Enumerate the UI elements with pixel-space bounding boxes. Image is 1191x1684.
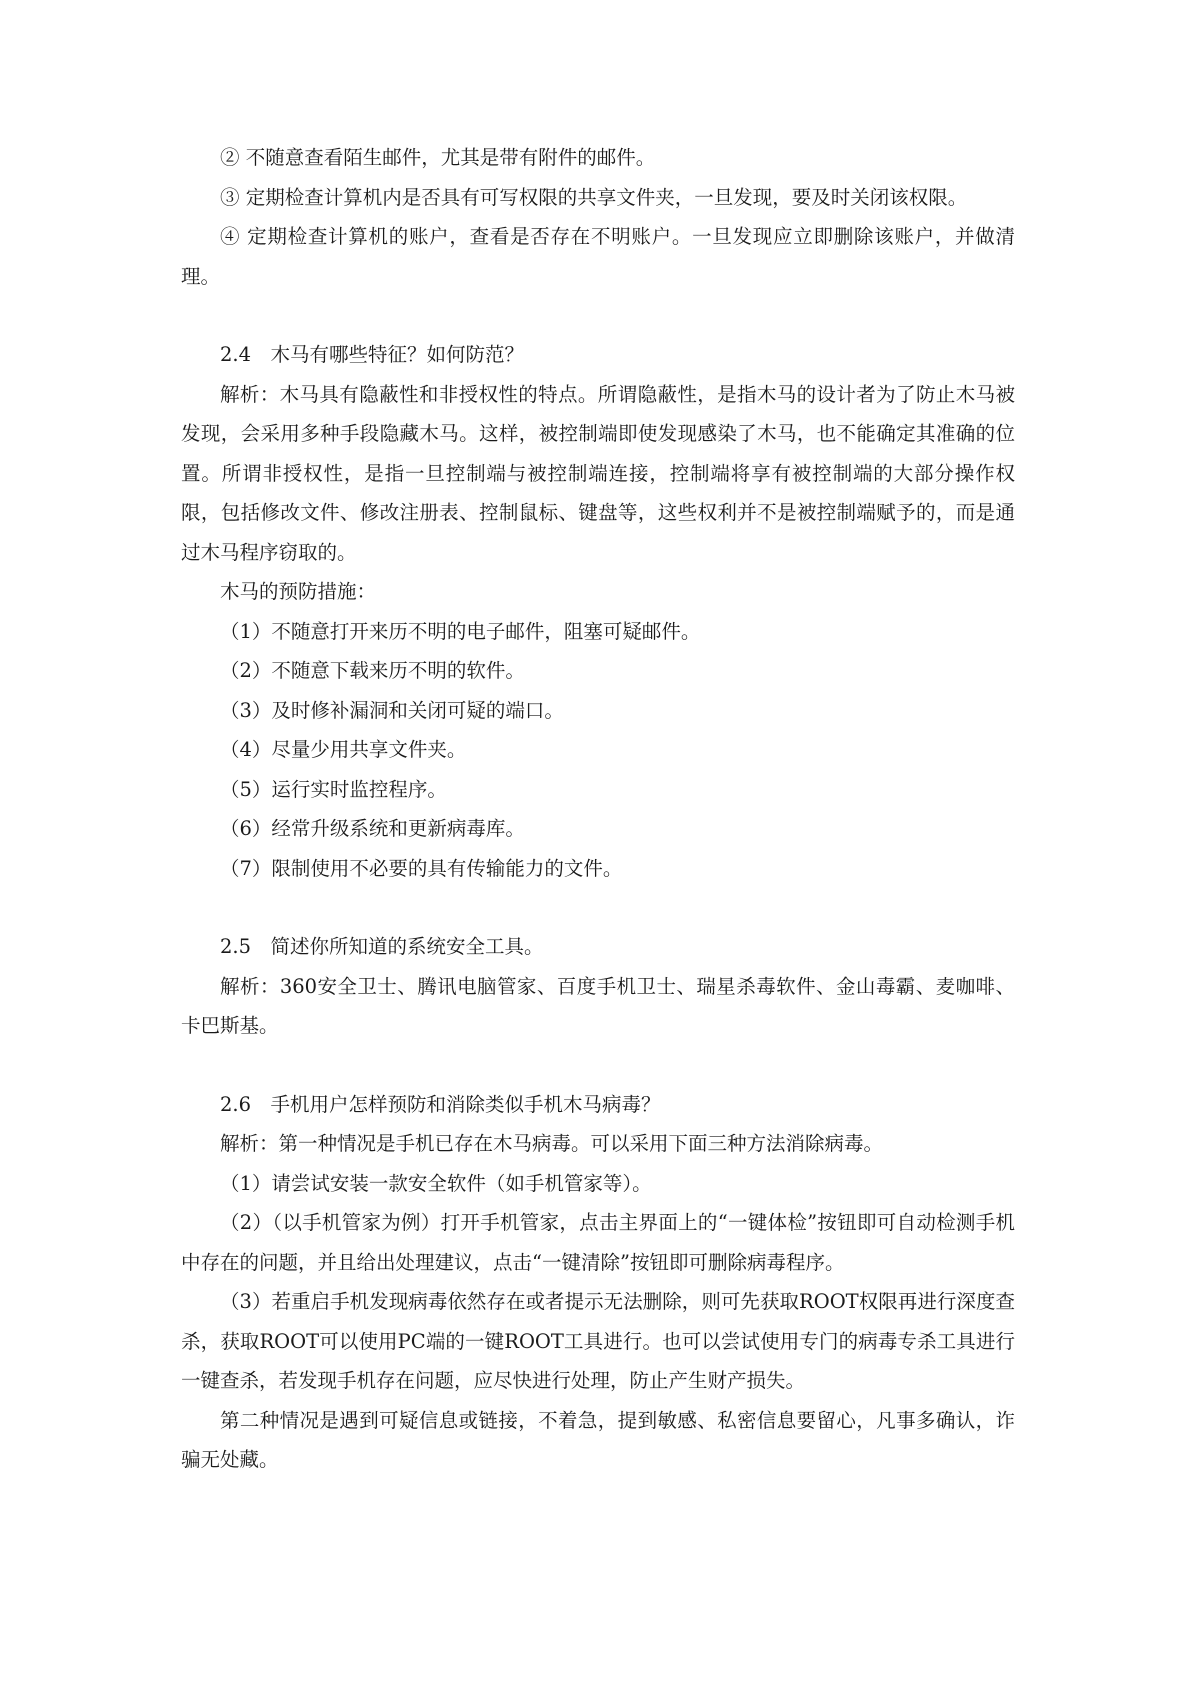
list-item: （6）经常升级系统和更新病毒库。 bbox=[220, 817, 525, 840]
question-heading: 2.6 手机用户怎样预防和消除类似手机木马病毒？ bbox=[220, 1092, 661, 1116]
section-gap bbox=[181, 296, 1015, 335]
list-item: ④ 定期检查计算机的账户，查看是否存在不明账户。一旦发现应立即删除该账户，并做清理。 bbox=[181, 225, 1015, 288]
analysis-paragraph: 解析：360安全卫士、腾讯电脑管家、百度手机卫士、瑞星杀毒软件、金山毒霸、麦咖啡、卡巴斯基。 bbox=[181, 974, 1015, 1037]
list-item: ② 不随意查看陌生邮件，尤其是带有附件的邮件。 bbox=[220, 146, 656, 169]
question-heading: 2.5 简述你所知道的系统安全工具。 bbox=[220, 935, 544, 958]
section-gap bbox=[181, 1046, 1015, 1085]
list-item: （2）不随意下载来历不明的软件。 bbox=[220, 659, 525, 682]
list-item: （2）（以手机管家为例）打开手机管家，点击主界面上的“一键体检”按钮即可自动检测手机中存在的问题，并且给出处理建议，点击“一键清除”按钮即可删除病毒程序。 bbox=[181, 1211, 1015, 1274]
list-item: ③ 定期检查计算机内是否具有可写权限的共享文件夹，一旦发现，要及时关闭该权限。 bbox=[220, 185, 968, 209]
list-item: （1）不随意打开来历不明的电子邮件，阻塞可疑邮件。 bbox=[220, 619, 701, 643]
list-item: （3）及时修补漏洞和关闭可疑的端口。 bbox=[220, 698, 564, 722]
list-item: （7）限制使用不必要的具有传输能力的文件。 bbox=[220, 856, 623, 880]
list-item: （4）尽量少用共享文件夹。 bbox=[220, 738, 467, 761]
list-item: （5）运行实时监控程序。 bbox=[220, 777, 447, 801]
list-item: （3）若重启手机发现病毒依然存在或者提示无法删除，则可先获取ROOT权限再进行深度查杀，获取ROOT可以使用PC端的一键ROOT工具进行。也可以尝试使用专门的病毒专杀工具进行一键查杀，若发现手机存在问题，应尽快进行处理，防止产生财产损失。 bbox=[181, 1290, 1015, 1392]
analysis-paragraph: 解析：第一种情况是手机已存在木马病毒。可以采用下面三种方法消除病毒。 bbox=[220, 1132, 884, 1155]
measures-title: 木马的预防措施： bbox=[220, 580, 377, 603]
document-page bbox=[181, 138, 1015, 1480]
analysis-paragraph: 解析：木马具有隐蔽性和非授权性的特点。所谓隐蔽性，是指木马的设计者为了防止木马被发现，会采用多种手段隐藏木马。这样，被控制端即使发现感染了木马，也不能确定其准确的位置。所谓非授权性，是指一旦控制端与被控制端连接，控制端将享有被控制端的大部分操作权限，包括修改文件、修改注册表、控制鼠标、键盘等，这些权利并不是被控制端赋予的，而是通过木马程序窃取的。 bbox=[181, 382, 1015, 564]
question-heading: 2.4 木马有哪些特征？如何防范？ bbox=[220, 343, 525, 366]
section-gap bbox=[181, 888, 1015, 927]
list-item: （1）请尝试安装一款安全软件（如手机管家等）。 bbox=[220, 1171, 652, 1195]
closing-paragraph: 第二种情况是遇到可疑信息或链接，不着急，提到敏感、私密信息要留心，凡事多确认，诈骗无处藏。 bbox=[181, 1408, 1015, 1471]
